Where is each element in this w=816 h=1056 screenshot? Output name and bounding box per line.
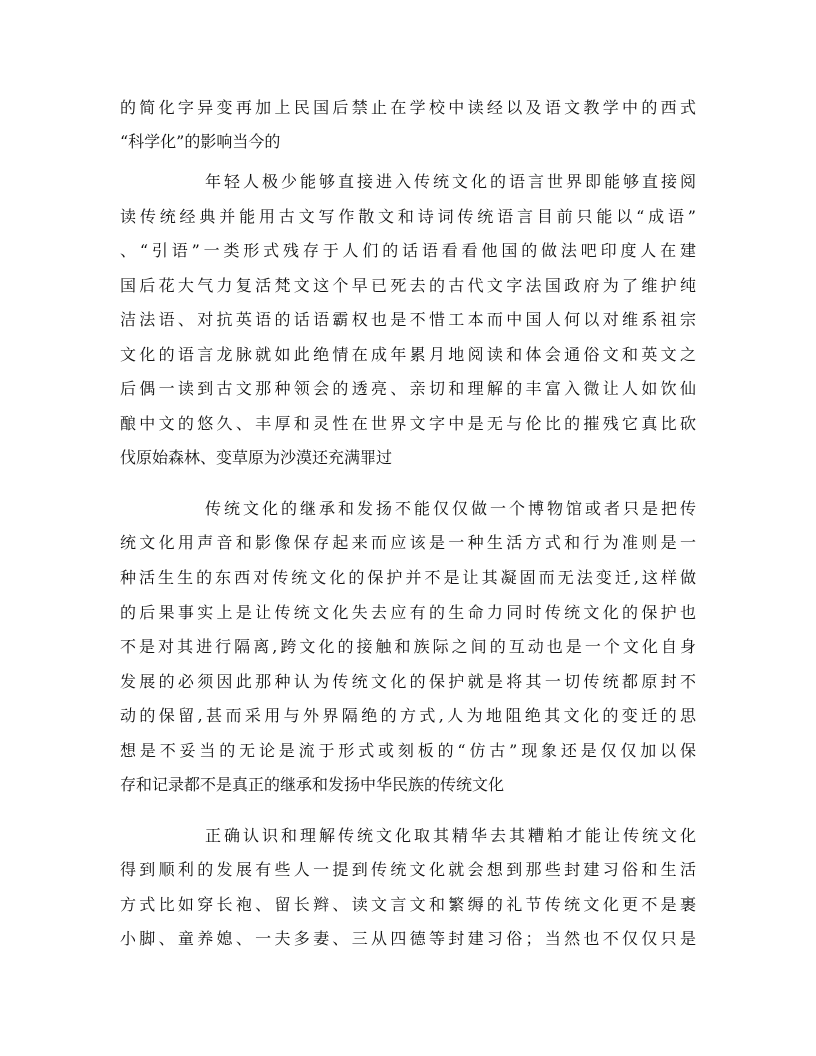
text-line: 存和记录都不是真正的继承和发扬中华民族的传统文化 bbox=[120, 775, 505, 794]
text-line: 后偶一读到古文那种领会的透亮、亲切和理解的丰富入微让人如饮仙 bbox=[120, 379, 696, 398]
text-line: 不是对其进行隔离,跨文化的接触和族际之间的互动也是一个文化自身 bbox=[120, 637, 696, 656]
text-line: 、“引语”一类形式残存于人们的话语看看他国的做法吧印度人在建 bbox=[120, 241, 696, 260]
text-line: 文化的语言龙脉就如此绝情在成年累月地阅读和体会通俗文和英文之 bbox=[120, 345, 696, 364]
text-line: “科学化”的影响当今的 bbox=[120, 132, 281, 151]
text-line: 发展的必须因此那种认为传统文化的保护就是将其一切传统都原封不 bbox=[120, 672, 696, 691]
text-line: 种活生生的东西对传统文化的保护并不是让其凝固而无法变迁,这样做 bbox=[120, 568, 696, 587]
text-line: 伐原始森林、变草原为沙漠还充满罪过 bbox=[120, 448, 393, 467]
text-line: 动的保留,甚而采用与外界隔绝的方式,人为地阻绝其文化的变迁的思 bbox=[120, 706, 696, 725]
text-line: 的简化字异变再加上民国后禁止在学校中读经以及语文教学中的西式 bbox=[120, 98, 696, 117]
text-line: 小脚、童养媳、一夫多妻、三从四德等封建习俗；当然也不仅仅只是 bbox=[120, 929, 696, 948]
text-line: 传统文化的继承和发扬不能仅仅做一个博物馆或者只是把传 bbox=[205, 499, 696, 518]
text-line: 得到顺利的发展有些人一提到传统文化就会想到那些封建习俗和生活 bbox=[120, 860, 696, 879]
text-line: 正确认识和理解传统文化取其精华去其糟粕才能让传统文化 bbox=[205, 826, 696, 845]
text-line: 洁法语、对抗英语的话语霸权也是不惜工本而中国人何以对维系祖宗 bbox=[120, 310, 696, 329]
text-line: 年轻人极少能够直接进入传统文化的语言世界即能够直接阅 bbox=[205, 172, 696, 191]
text-line: 的后果事实上是让传统文化失去应有的生命力同时传统文化的保护也 bbox=[120, 603, 696, 622]
text-line: 读传统经典并能用古文写作散文和诗词传统语言目前只能以“成语” bbox=[120, 207, 696, 226]
text-line: 统文化用声音和影像保存起来而应该是一种生活方式和行为准则是一 bbox=[120, 533, 696, 552]
text-line: 想是不妥当的无论是流于形式或刻板的“仿古”现象还是仅仅加以保 bbox=[120, 741, 696, 760]
text-line: 国后花大气力复活梵文这个早已死去的古代文字法国政府为了维护纯 bbox=[120, 276, 696, 295]
text-line: 方式比如穿长袍、留长辫、读文言文和繁缛的礼节传统文化更不是裹 bbox=[120, 895, 696, 914]
text-line: 酿中文的悠久、丰厚和灵性在世界文字中是无与伦比的摧残它真比砍 bbox=[120, 414, 696, 433]
